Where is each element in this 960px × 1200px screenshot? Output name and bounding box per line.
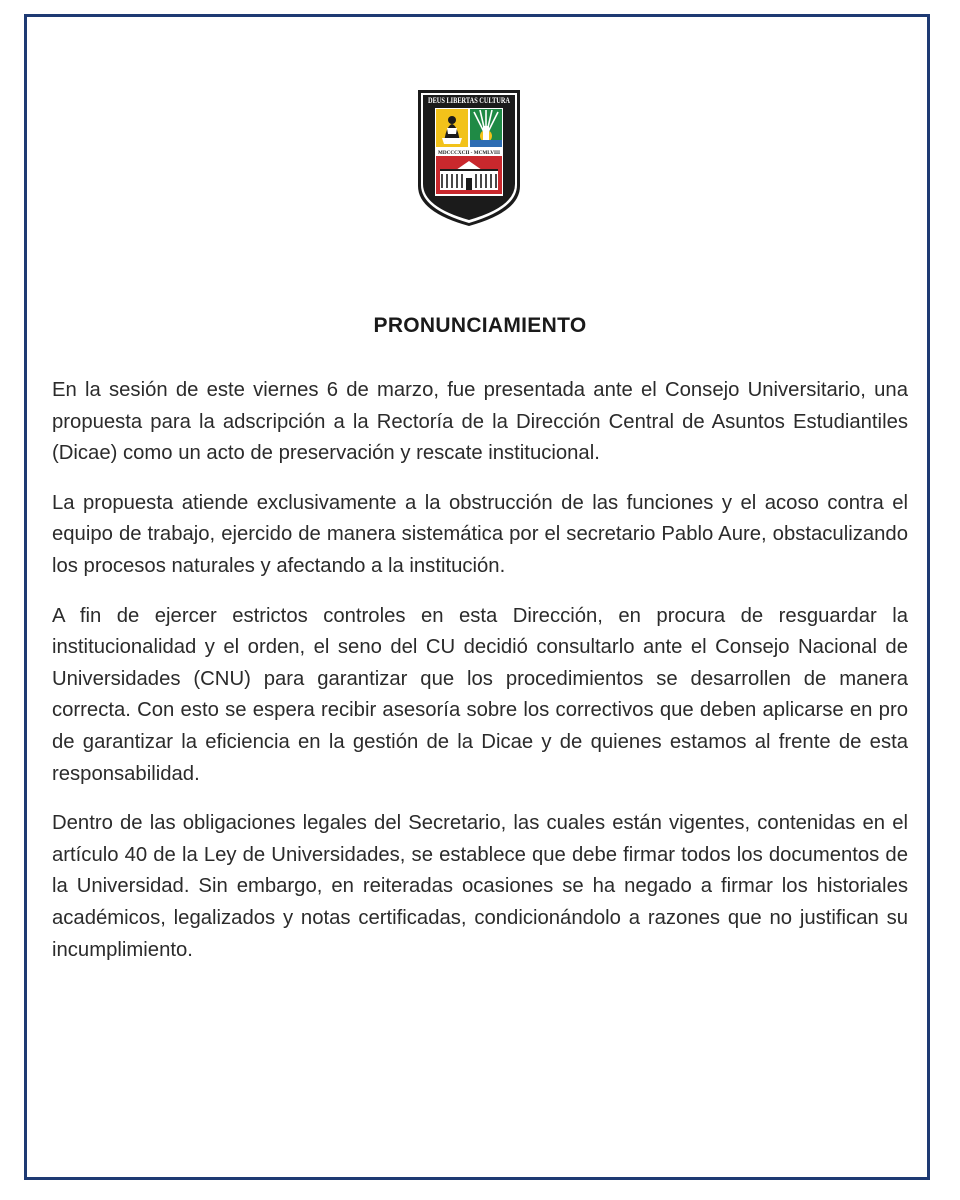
- crest-name: UNIVERSITAS CARABOBENSIS: [416, 83, 541, 90]
- document-title: PRONUNCIAMIENTO: [373, 314, 587, 337]
- paragraph-3: A fin de ejercer estrictos controles en esta Dirección, en procura de resguardar la institucionalidad y el orden, el seno del CU decidió consultarlo ante el Consejo Nacional de Universidades (CNU) para garantizar que los procedimientos se desarrollen de manera correcta. Con esto se espera recibir asesoría sobre los correctivos que deben aplicarse en pro de garantizar la eficiencia en la gestión de la Dicae y de quienes estamos al frente de esta responsabilidad.: [52, 604, 908, 785]
- paragraph-4: Dentro de las obligaciones legales del Secretario, las cuales están vigentes, contenidas en el artículo 40 de la Ley de Universidades, se establece que debe firmar todos los documentos de la Universidad. Sin embargo, en reiteradas ocasiones se ha negado a firmar los historiales académicos, legalizados y notas certificadas, condicionándolo a razones que no justifican su incumplimiento.: [52, 812, 908, 961]
- crest-motto: DEUS LIBERTAS CULTURA: [428, 96, 511, 105]
- paragraph-2: La propuesta atiende exclusivamente a la obstrucción de las funciones y el acoso contra el equipo de trabajo, ejercido de manera sistemática por el secretario Pablo Aure, obstaculizando los procesos naturales y afectando a la institución.: [52, 491, 908, 577]
- document-body: [52, 375, 908, 984]
- paragraph-1: En la sesión de este viernes 6 de marzo, fue presentada ante el Consejo Universitario, una propuesta para la adscripción a la Rectoría de la Dirección Central de Asuntos Estudiantiles (Dicae) como un acto de preservación y rescate institucional.: [52, 379, 908, 465]
- crest-years: MDCCCXCII - MCMLVIII: [438, 150, 500, 156]
- university-crest: [416, 83, 541, 228]
